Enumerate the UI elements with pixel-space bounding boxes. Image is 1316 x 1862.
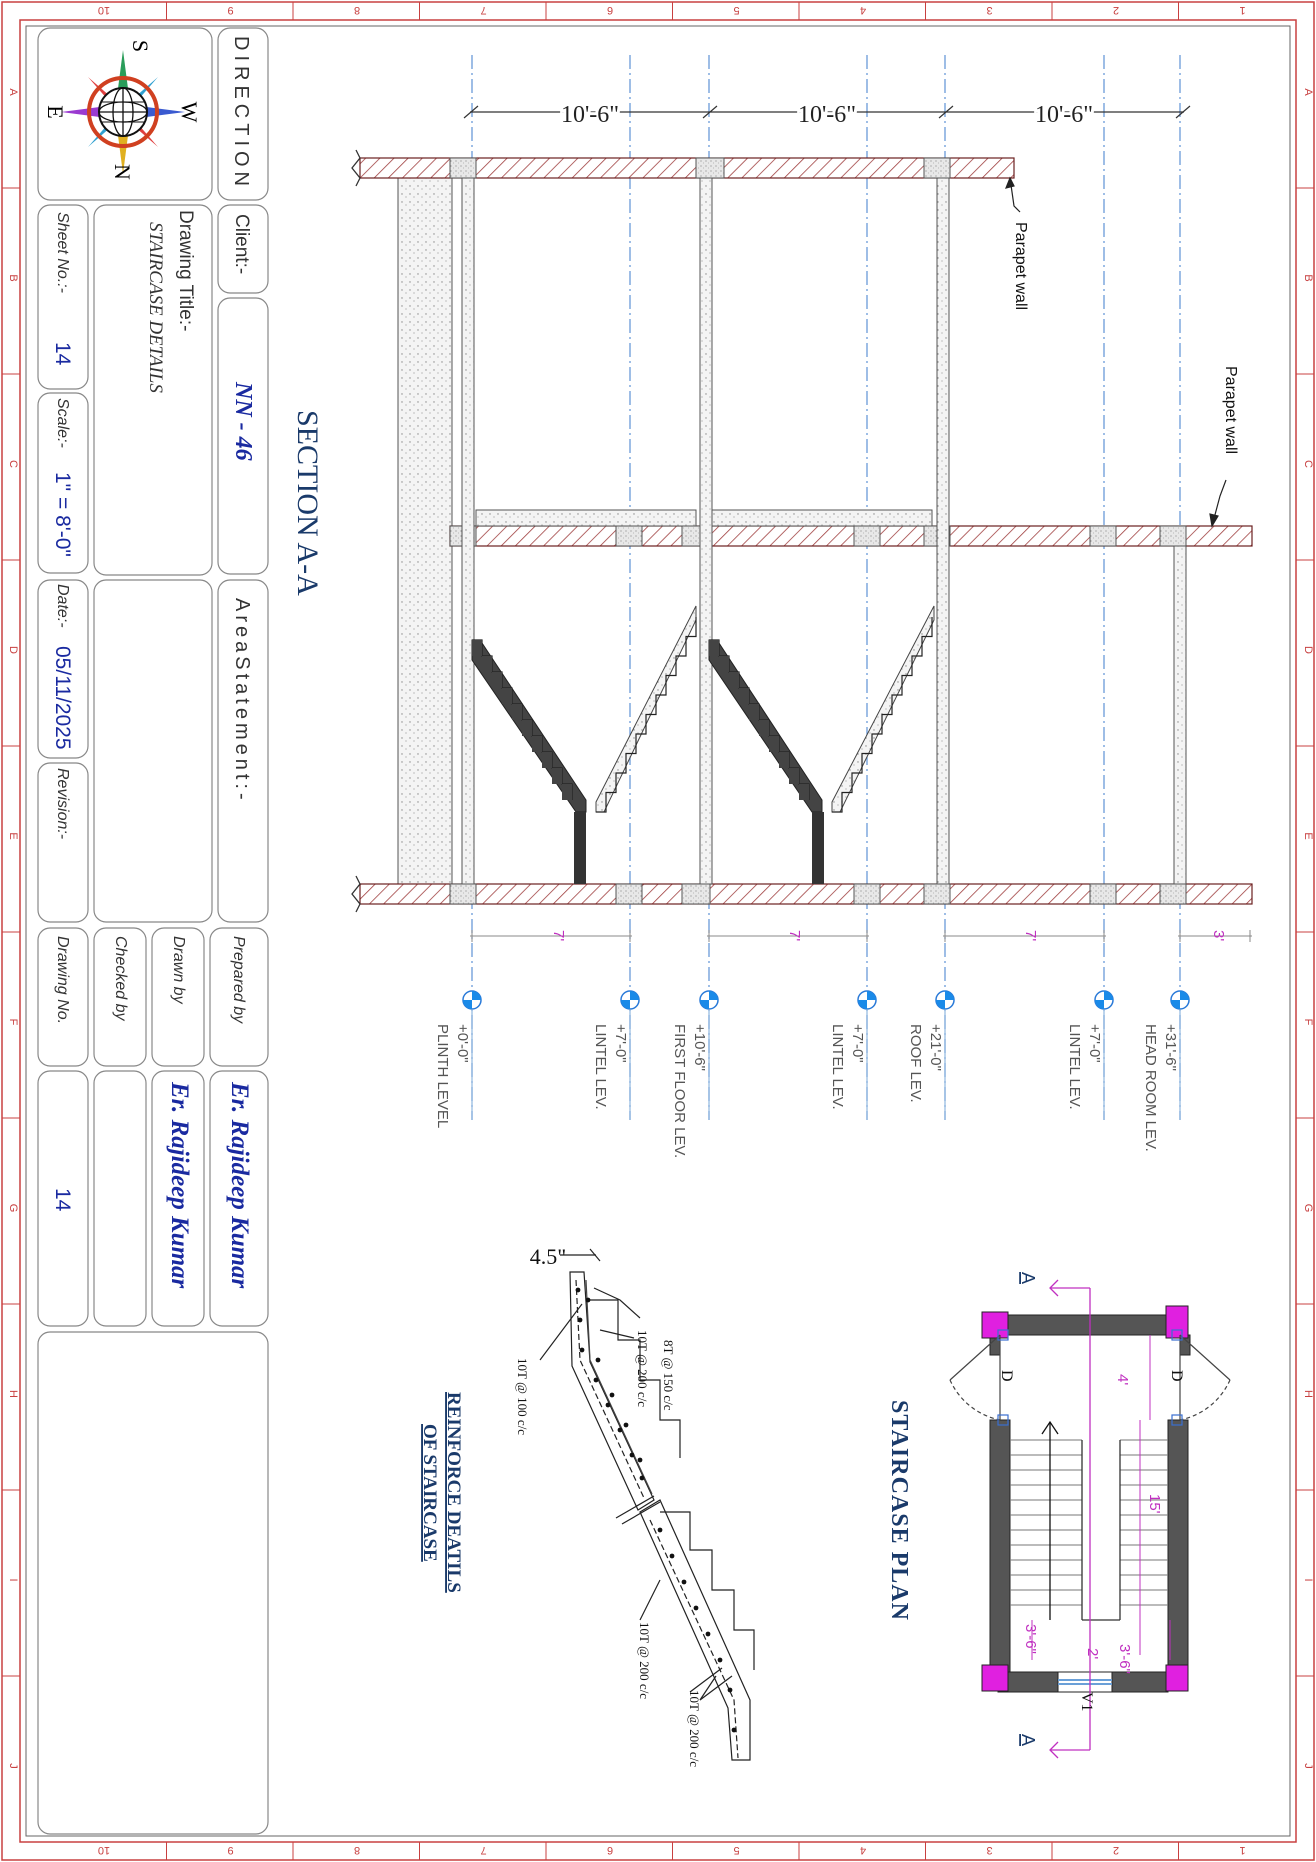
step-fill — [522, 720, 532, 736]
step-fill — [502, 688, 512, 704]
direction-label: DIRECTION — [230, 36, 252, 191]
rebar-dot — [706, 1632, 711, 1637]
step-fill — [779, 752, 789, 768]
border-row-label: J — [1302, 1763, 1314, 1769]
step-fill — [532, 736, 542, 752]
section-mark-top: A — [1018, 1272, 1038, 1285]
border-col-label: 2 — [1112, 1844, 1120, 1856]
level-name: LINTEL LEV. — [1066, 1024, 1083, 1110]
border-row-label: D — [1302, 646, 1314, 654]
border-col-label: 10 — [97, 4, 111, 16]
step-fill — [552, 768, 562, 784]
rebar-dot — [670, 1554, 675, 1559]
step-fill — [799, 784, 809, 800]
outer-frame — [2, 2, 1314, 1860]
prepared-by-value: Er. Rajideep Kumar — [226, 1082, 253, 1289]
level-name: LINTEL LEV. — [592, 1024, 609, 1110]
dim-bottom-4: 3' — [1210, 930, 1227, 942]
rebar-dot — [576, 1288, 581, 1293]
rebar-label-10t-100: 10T @ 100 c/c — [515, 1358, 530, 1436]
border-col-label: 1 — [1239, 1844, 1246, 1856]
staircase-plan — [950, 1280, 1230, 1758]
border-col-label: 5 — [733, 4, 740, 16]
rebar-label-10t-200-b: 10T @ 200 c/c — [637, 1622, 652, 1700]
border-row-label: I — [7, 1578, 19, 1582]
border-row-label: G — [1302, 1203, 1314, 1213]
border-row-label: A — [1302, 88, 1314, 96]
plan-dim-3ft6-right: 3'-6" — [1116, 1644, 1133, 1674]
rebar-label-10t-200-a: 10T @ 200 c/c — [635, 1330, 650, 1408]
rebar-dot — [728, 1688, 733, 1693]
level-value: +7'-0" — [1086, 1024, 1103, 1063]
rebar-dot — [682, 1580, 687, 1585]
sheet-no-value: 14 — [51, 342, 74, 366]
rebar-dot — [580, 1348, 585, 1353]
border-col-label: 4 — [859, 4, 867, 16]
rebar-label-8t: 8T @ 150 c/c — [661, 1340, 676, 1411]
plan-dim-15ft: 15' — [1146, 1494, 1163, 1514]
section-title: SECTION A-A — [291, 410, 324, 596]
rebar-dot — [630, 1453, 635, 1458]
dim-top-3: 10'-6" — [1034, 102, 1094, 128]
prepared-by-label: Prepared by — [230, 936, 247, 1024]
border-row-label: B — [7, 274, 19, 282]
border-col-label: 6 — [606, 4, 614, 16]
reinforce-title-2: OF STAIRCASE — [419, 1424, 440, 1562]
rebar-dot — [640, 1476, 645, 1481]
level-value: +0'-0" — [454, 1024, 471, 1063]
scale-value: 1" = 8'-0" — [51, 472, 74, 557]
rebar-dot — [718, 1658, 723, 1663]
compass-s-label: S — [128, 39, 153, 53]
border-row-label: C — [7, 460, 19, 468]
step-fill — [759, 720, 769, 736]
drawing-no-label: Drawing No. — [54, 936, 71, 1025]
level-value: +31'-6" — [1162, 1024, 1179, 1071]
sheet-no-label: Sheet No.:- — [54, 212, 71, 293]
rebar-dot — [694, 1606, 699, 1611]
door-label-left: D — [998, 1370, 1015, 1382]
level-name: LINTEL LEV. — [829, 1024, 846, 1110]
border-col-label: 9 — [227, 1844, 234, 1856]
level-value: +21'-0" — [927, 1024, 944, 1071]
border-row-label: C — [1302, 460, 1314, 468]
foundation-band — [398, 172, 452, 886]
level-value: +7'-0" — [612, 1024, 629, 1063]
reinforce-title-1: REINFORCE DEATILS — [443, 1392, 464, 1593]
step-fill — [482, 656, 492, 672]
compass-e-label: E — [43, 105, 68, 119]
level-value: +10'-6" — [691, 1024, 708, 1071]
plan-dim-3ft6-left: 3'-6" — [1022, 1624, 1039, 1654]
border-row-label: I — [1302, 1578, 1314, 1582]
parapet-label-1: Parapet wall — [1012, 222, 1029, 311]
level-name: HEAD ROOM LEV. — [1142, 1024, 1159, 1152]
section-mark-bottom: A — [1018, 1734, 1038, 1747]
client-label: Client:- — [231, 214, 252, 275]
border-row-label: J — [7, 1763, 19, 1769]
border-row-label: A — [7, 88, 19, 96]
drawing-title-value: STAIRCASE DETAILS — [145, 222, 166, 393]
rebar-dot — [732, 1728, 737, 1733]
plan-dim-4ft: 4' — [1114, 1374, 1131, 1386]
level-name: PLINTH LEVEL — [434, 1024, 451, 1129]
border-row-label: E — [1302, 832, 1314, 840]
drawing-no-value: 14 — [51, 1188, 74, 1212]
rebar-dot — [596, 1358, 601, 1363]
rebar-dot — [610, 1393, 615, 1398]
compass-n-label: N — [110, 164, 135, 180]
border-col-label: 8 — [353, 1844, 361, 1856]
drawn-by-value: Er. Rajideep Kumar — [166, 1082, 193, 1289]
border-col-label: 4 — [859, 1844, 867, 1856]
dim-bottom-3: 7' — [1022, 930, 1039, 942]
plan-dim-2ft: 2' — [1084, 1648, 1101, 1660]
border-row-label: G — [7, 1203, 19, 1213]
level-name: ROOF LEV. — [907, 1024, 924, 1103]
border-row-label: H — [7, 1390, 19, 1398]
drawing-title-label: Drawing Title:- — [175, 210, 196, 332]
border-row-label: H — [1302, 1390, 1314, 1398]
dim-bottom-2: 7' — [786, 930, 803, 942]
border-col-label: 3 — [986, 4, 993, 16]
dim-top-1: 10'-6" — [560, 102, 620, 128]
border-row-label: F — [1302, 1018, 1314, 1026]
date-value: 05/11/2025 — [51, 646, 74, 750]
border-row-label: E — [7, 832, 19, 840]
client-value: NN - 46 — [230, 382, 256, 461]
step-fill — [709, 640, 719, 656]
dim-top-2: 10'-6" — [797, 102, 857, 128]
step-fill — [739, 688, 749, 704]
border-row-label: B — [1302, 274, 1314, 282]
step-fill — [789, 768, 799, 784]
date-label: Date:- — [54, 584, 71, 628]
rebar-dot — [578, 1318, 583, 1323]
border-row-label: F — [7, 1018, 19, 1026]
area-statement-label: AreaStatement:- — [231, 598, 253, 804]
scale-label: Scale:- — [54, 398, 71, 448]
step-fill — [472, 640, 482, 656]
border-col-label: 3 — [986, 1844, 993, 1856]
border-col-label: 9 — [227, 4, 234, 16]
thickness-label: 4.5" — [529, 1244, 567, 1269]
step-fill — [562, 784, 572, 800]
level-name: FIRST FLOOR LEV. — [671, 1024, 688, 1159]
compass-w-label: W — [177, 101, 202, 123]
step-fill — [512, 704, 522, 720]
border-col-label: 6 — [606, 1844, 614, 1856]
door-label-right: D — [1168, 1370, 1185, 1382]
border-col-label: 10 — [97, 1844, 111, 1856]
dim-bottom-1: 7' — [550, 930, 567, 942]
rebar-dot — [624, 1423, 629, 1428]
checked-by-label: Checked by — [112, 936, 129, 1021]
step-fill — [769, 736, 779, 752]
level-value: +7'-0" — [849, 1024, 866, 1063]
rebar-dot — [638, 1458, 643, 1463]
border-col-label: 1 — [1239, 4, 1246, 16]
border-col-label: 7 — [480, 4, 487, 16]
border-row-label: D — [7, 646, 19, 654]
step-fill — [749, 704, 759, 720]
border-col-label: 2 — [1112, 4, 1120, 16]
border-col-label: 8 — [353, 4, 361, 16]
rebar-dot — [606, 1403, 611, 1408]
rebar-label-10t-200-c: 10T @ 200 c/c — [687, 1690, 702, 1768]
border-col-label: 7 — [480, 1844, 487, 1856]
plan-title: STAIRCASE PLAN — [886, 1400, 912, 1621]
step-fill — [492, 672, 502, 688]
step-fill — [729, 672, 739, 688]
drawn-by-label: Drawn by — [170, 936, 187, 1004]
rebar-dot — [658, 1528, 663, 1533]
revision-label: Revision:- — [54, 768, 71, 840]
rebar-dot — [618, 1428, 623, 1433]
window-label: V1 — [1078, 1692, 1095, 1712]
rebar-dot — [586, 1298, 591, 1303]
border-col-label: 5 — [733, 1844, 740, 1856]
parapet-label-2: Parapet wall — [1222, 366, 1239, 455]
step-fill — [542, 752, 552, 768]
rebar-dot — [594, 1378, 599, 1383]
step-fill — [719, 656, 729, 672]
